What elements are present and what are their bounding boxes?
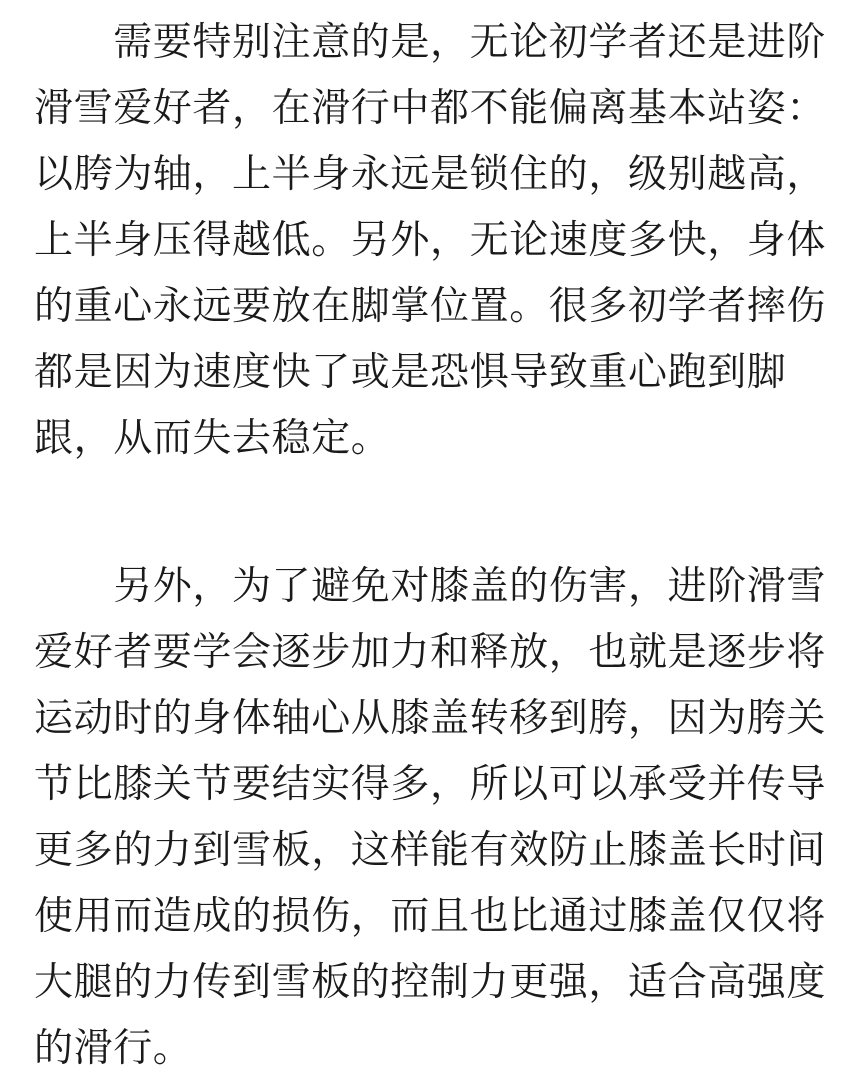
text-line: 更多的力到雪板，这样能有效防止膝盖长时间 bbox=[34, 828, 827, 873]
text-line: 跟，从而失去稳定。 bbox=[34, 416, 391, 461]
text-line: 滑雪爱好者，在滑行中都不能偏离基本站姿： bbox=[34, 86, 827, 131]
text-line: 使用而造成的损伤，而且也比通过膝盖仅仅将 bbox=[34, 894, 827, 939]
text-line: 大腿的力传到雪板的控制力更强，适合高强度 bbox=[34, 960, 827, 1005]
paragraph-gap bbox=[34, 472, 814, 554]
text-line: 上半身压得越低。另外，无论速度多快，身体 bbox=[34, 218, 827, 263]
text-line: 的重心永远要放在脚掌位置。很多初学者摔伤 bbox=[34, 284, 827, 329]
paragraph-stance bbox=[34, 10, 827, 472]
paragraph-knee-protection bbox=[34, 554, 827, 1082]
text-line: 节比膝关节要结实得多，所以可以承受并传导 bbox=[34, 762, 827, 807]
text-line: 以胯为轴，上半身永远是锁住的，级别越高， bbox=[34, 152, 827, 197]
article-body bbox=[34, 10, 827, 1082]
text-line: 的滑行。 bbox=[34, 1026, 193, 1071]
text-line: 爱好者要学会逐步加力和释放，也就是逐步将 bbox=[34, 630, 827, 675]
text-line: 运动时的身体轴心从膝盖转移到胯，因为胯关 bbox=[34, 696, 827, 741]
text-line: 需要特别注意的是，无论初学者还是进阶 bbox=[34, 20, 827, 65]
text-line: 另外，为了避免对膝盖的伤害，进阶滑雪 bbox=[34, 564, 827, 609]
text-line: 都是因为速度快了或是恐惧导致重心跑到脚 bbox=[34, 350, 787, 395]
